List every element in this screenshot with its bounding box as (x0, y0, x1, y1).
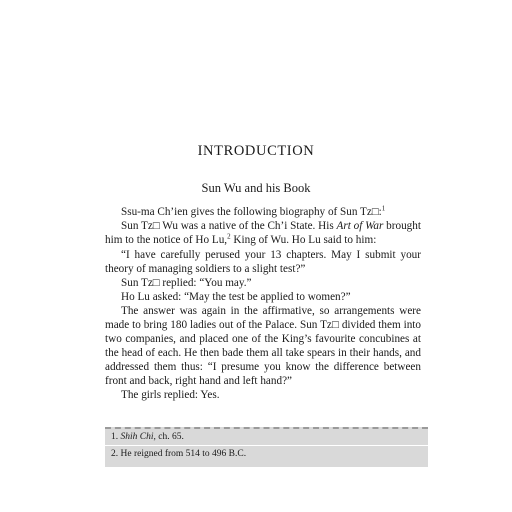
chapter-title: INTRODUCTION (197, 143, 315, 159)
footnote-ref: 2 (227, 232, 231, 241)
footnote-ref: 1 (381, 204, 386, 213)
paragraph: “I have carefully perused your 13 chapters. May I submit your theory of managing soldiers to a slight test?” (105, 249, 421, 275)
footnotes (105, 427, 428, 467)
paragraph: The answer was again in the affirmative, so arrangements were made to bring 180 ladies out of the Palace. Sun Tz□ divided them into two companies, and placed one of the King’s favourite concubines at the head of each. He then bade them all take spears in their hands, and addressed them thus: “I presume you know the difference between front and back, right hand and left hand?” (105, 305, 421, 387)
footnote-text: , ch. 65. (153, 432, 184, 442)
footnote-number: 1. (111, 432, 119, 442)
section-heading: Sun Wu and his Book (201, 181, 311, 195)
footnote-number: 2. (111, 449, 119, 459)
paragraph: The girls replied: Yes. (121, 389, 220, 401)
footnote-title: Shih Chi (120, 432, 154, 442)
footnote (105, 429, 428, 446)
book-title: Art of War (336, 220, 384, 232)
paragraph-text: Sun Tz□ Wu was a native of the Ch’i State. His (121, 220, 337, 232)
paragraph-text: brought him to the notice of Ho Lu, (105, 220, 421, 246)
paragraph: Ho Lu asked: “May the test be applied to women?” (121, 291, 351, 303)
paragraph: Sun Tz□ replied: “You may.” (121, 277, 252, 289)
paragraph-text: King of Wu. Ho Lu said to him: (230, 234, 377, 246)
footnote (105, 446, 428, 462)
footnote-text: He reigned from 514 to 496 B.C. (120, 449, 247, 459)
body-text (105, 205, 421, 402)
paragraph (105, 219, 421, 247)
paragraph (105, 205, 421, 219)
paragraph-text: Ssu-ma Ch’ien gives the following biography of Sun Tz□: (121, 206, 382, 218)
